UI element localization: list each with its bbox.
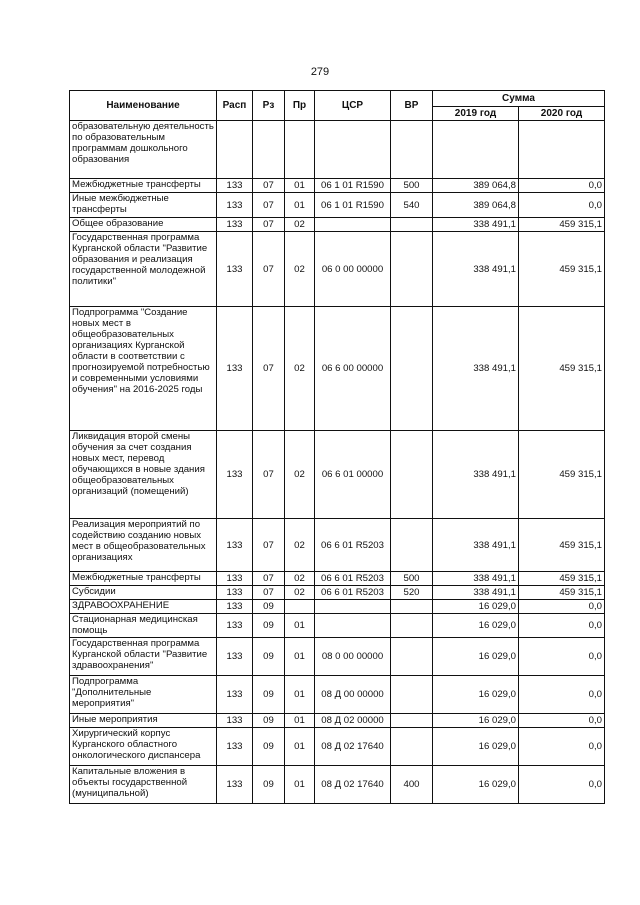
row-amount-2020: 0,0 <box>519 179 605 193</box>
row-pr: 02 <box>285 572 315 586</box>
row-amount-2020: 0,0 <box>519 600 605 614</box>
row-csr: 06 0 00 00000 <box>315 232 391 307</box>
table-row <box>70 638 605 676</box>
header-pr: Пр <box>285 91 315 121</box>
table-row <box>70 614 605 638</box>
row-rasp: 133 <box>217 218 253 232</box>
table-row <box>70 600 605 614</box>
row-rasp: 133 <box>217 572 253 586</box>
row-csr: 08 Д 00 00000 <box>315 676 391 714</box>
row-name: образовательную деятельность по образовательным программам дошкольного образования <box>70 121 217 179</box>
row-amount-2020: 459 315,1 <box>519 307 605 431</box>
header-rz: Рз <box>253 91 285 121</box>
row-rasp: 133 <box>217 638 253 676</box>
row-rasp: 133 <box>217 728 253 766</box>
header-name: Наименование <box>70 91 217 121</box>
row-pr: 01 <box>285 179 315 193</box>
row-pr <box>285 600 315 614</box>
row-csr: 06 1 01 R1590 <box>315 179 391 193</box>
row-amount-2019: 16 029,0 <box>433 614 519 638</box>
row-pr: 01 <box>285 728 315 766</box>
table-row <box>70 572 605 586</box>
row-vr: 520 <box>391 586 433 600</box>
row-pr: 02 <box>285 519 315 572</box>
row-amount-2019: 16 029,0 <box>433 728 519 766</box>
row-csr <box>315 121 391 179</box>
row-rz: 09 <box>253 714 285 728</box>
row-amount-2020: 459 315,1 <box>519 232 605 307</box>
row-csr: 08 0 00 00000 <box>315 638 391 676</box>
row-amount-2020: 459 315,1 <box>519 519 605 572</box>
row-pr: 02 <box>285 431 315 519</box>
row-rz: 09 <box>253 728 285 766</box>
row-csr <box>315 218 391 232</box>
row-vr <box>391 519 433 572</box>
row-amount-2019: 338 491,1 <box>433 307 519 431</box>
row-pr: 02 <box>285 586 315 600</box>
row-pr: 02 <box>285 307 315 431</box>
header-2019: 2019 год <box>433 107 519 121</box>
row-rasp: 133 <box>217 600 253 614</box>
row-name: Реализация мероприятий по содействию созданию новых мест в общеобразовательных организациях <box>70 519 217 572</box>
row-rasp: 133 <box>217 179 253 193</box>
row-csr <box>315 614 391 638</box>
row-pr: 01 <box>285 676 315 714</box>
row-rz: 09 <box>253 614 285 638</box>
table-row <box>70 519 605 572</box>
row-pr <box>285 121 315 179</box>
row-rasp: 133 <box>217 232 253 307</box>
row-pr: 02 <box>285 232 315 307</box>
row-amount-2020: 0,0 <box>519 714 605 728</box>
row-amount-2019 <box>433 121 519 179</box>
row-vr: 540 <box>391 193 433 218</box>
budget-table <box>69 90 605 804</box>
row-name: Межбюджетные трансферты <box>70 572 217 586</box>
row-rasp: 133 <box>217 193 253 218</box>
row-amount-2019: 16 029,0 <box>433 600 519 614</box>
row-vr <box>391 121 433 179</box>
row-amount-2019: 338 491,1 <box>433 431 519 519</box>
row-csr: 08 Д 02 17640 <box>315 766 391 804</box>
row-rasp: 133 <box>217 307 253 431</box>
row-pr: 01 <box>285 614 315 638</box>
row-amount-2019: 389 064,8 <box>433 179 519 193</box>
row-csr: 06 1 01 R1590 <box>315 193 391 218</box>
row-rasp: 133 <box>217 614 253 638</box>
row-rz: 07 <box>253 519 285 572</box>
row-rz: 09 <box>253 676 285 714</box>
table-row <box>70 179 605 193</box>
table-row <box>70 121 605 179</box>
table-row <box>70 307 605 431</box>
row-rz: 07 <box>253 572 285 586</box>
table-body <box>70 121 605 804</box>
row-name: Государственная программа Курганской области "Развитие здравоохранения" <box>70 638 217 676</box>
row-amount-2019: 338 491,1 <box>433 232 519 307</box>
row-csr: 06 6 00 00000 <box>315 307 391 431</box>
row-amount-2020: 459 315,1 <box>519 218 605 232</box>
row-rz: 07 <box>253 179 285 193</box>
row-amount-2019: 338 491,1 <box>433 218 519 232</box>
header-sum: Сумма <box>433 91 605 107</box>
row-amount-2020: 0,0 <box>519 766 605 804</box>
table-row <box>70 431 605 519</box>
row-amount-2020: 0,0 <box>519 638 605 676</box>
row-rasp: 133 <box>217 714 253 728</box>
row-amount-2019: 338 491,1 <box>433 519 519 572</box>
row-vr <box>391 638 433 676</box>
row-amount-2019: 16 029,0 <box>433 714 519 728</box>
row-rz: 09 <box>253 766 285 804</box>
row-pr: 01 <box>285 638 315 676</box>
row-vr <box>391 600 433 614</box>
row-amount-2019: 16 029,0 <box>433 766 519 804</box>
row-name: Иные межбюджетные трансферты <box>70 193 217 218</box>
row-vr <box>391 728 433 766</box>
row-rasp: 133 <box>217 431 253 519</box>
header-row <box>70 91 605 107</box>
row-rasp: 133 <box>217 676 253 714</box>
row-amount-2020: 459 315,1 <box>519 586 605 600</box>
row-amount-2020 <box>519 121 605 179</box>
row-amount-2019: 338 491,1 <box>433 586 519 600</box>
row-vr: 500 <box>391 179 433 193</box>
table-row <box>70 714 605 728</box>
row-name: Подпрограмма "Дополнительные мероприятия" <box>70 676 217 714</box>
row-rasp <box>217 121 253 179</box>
table-row <box>70 676 605 714</box>
row-csr: 06 6 01 R5203 <box>315 519 391 572</box>
row-rasp: 133 <box>217 586 253 600</box>
row-vr <box>391 307 433 431</box>
row-vr <box>391 676 433 714</box>
header-vr: ВР <box>391 91 433 121</box>
header-2020: 2020 год <box>519 107 605 121</box>
table-row <box>70 728 605 766</box>
row-vr <box>391 714 433 728</box>
row-csr: 08 Д 02 00000 <box>315 714 391 728</box>
row-amount-2020: 0,0 <box>519 728 605 766</box>
row-amount-2020: 0,0 <box>519 614 605 638</box>
row-amount-2020: 0,0 <box>519 193 605 218</box>
row-pr: 02 <box>285 218 315 232</box>
row-rz: 07 <box>253 232 285 307</box>
row-csr <box>315 600 391 614</box>
row-vr <box>391 431 433 519</box>
row-pr: 01 <box>285 193 315 218</box>
row-rz <box>253 121 285 179</box>
row-pr: 01 <box>285 766 315 804</box>
row-csr: 08 Д 02 17640 <box>315 728 391 766</box>
row-name: Подпрограмма "Создание новых мест в общеобразовательных организациях Курганской области в соответствии с прогнозируемой потребностью и современными условиями обучения" на 2016-2025 годы <box>70 307 217 431</box>
table-row <box>70 218 605 232</box>
row-rasp: 133 <box>217 766 253 804</box>
table-row <box>70 232 605 307</box>
row-amount-2019: 16 029,0 <box>433 676 519 714</box>
row-name: Ликвидация второй смены обучения за счет создания новых мест, перевод обучающихся в новые здания общеобразовательных организаций (помещений) <box>70 431 217 519</box>
row-amount-2020: 0,0 <box>519 676 605 714</box>
row-name: Иные мероприятия <box>70 714 217 728</box>
row-csr: 06 6 01 R5203 <box>315 586 391 600</box>
row-amount-2019: 338 491,1 <box>433 572 519 586</box>
row-rz: 07 <box>253 218 285 232</box>
row-vr: 400 <box>391 766 433 804</box>
row-pr: 01 <box>285 714 315 728</box>
table-row <box>70 586 605 600</box>
row-name: Хирургический корпус Курганского областного онкологического диспансера <box>70 728 217 766</box>
row-name: Капитальные вложения в объекты государственной (муниципальной) <box>70 766 217 804</box>
row-name: Государственная программа Курганской области "Развитие образования и реализация государственной молодежной политики" <box>70 232 217 307</box>
row-amount-2019: 16 029,0 <box>433 638 519 676</box>
row-vr <box>391 232 433 307</box>
row-name: Межбюджетные трансферты <box>70 179 217 193</box>
row-rz: 07 <box>253 586 285 600</box>
row-name: Субсидии <box>70 586 217 600</box>
row-name: ЗДРАВООХРАНЕНИЕ <box>70 600 217 614</box>
table-row <box>70 193 605 218</box>
row-rz: 09 <box>253 600 285 614</box>
row-rasp: 133 <box>217 519 253 572</box>
row-csr: 06 6 01 R5203 <box>315 572 391 586</box>
table-row <box>70 766 605 804</box>
row-vr: 500 <box>391 572 433 586</box>
row-amount-2020: 459 315,1 <box>519 572 605 586</box>
row-rz: 07 <box>253 193 285 218</box>
header-csr: ЦСР <box>315 91 391 121</box>
row-rz: 07 <box>253 431 285 519</box>
row-name: Общее образование <box>70 218 217 232</box>
row-rz: 07 <box>253 307 285 431</box>
row-name: Стационарная медицинская помощь <box>70 614 217 638</box>
row-amount-2019: 389 064,8 <box>433 193 519 218</box>
row-csr: 06 6 01 00000 <box>315 431 391 519</box>
row-rz: 09 <box>253 638 285 676</box>
row-amount-2020: 459 315,1 <box>519 431 605 519</box>
row-vr <box>391 614 433 638</box>
row-vr <box>391 218 433 232</box>
page-number: 279 <box>310 66 330 78</box>
header-rasp: Расп <box>217 91 253 121</box>
